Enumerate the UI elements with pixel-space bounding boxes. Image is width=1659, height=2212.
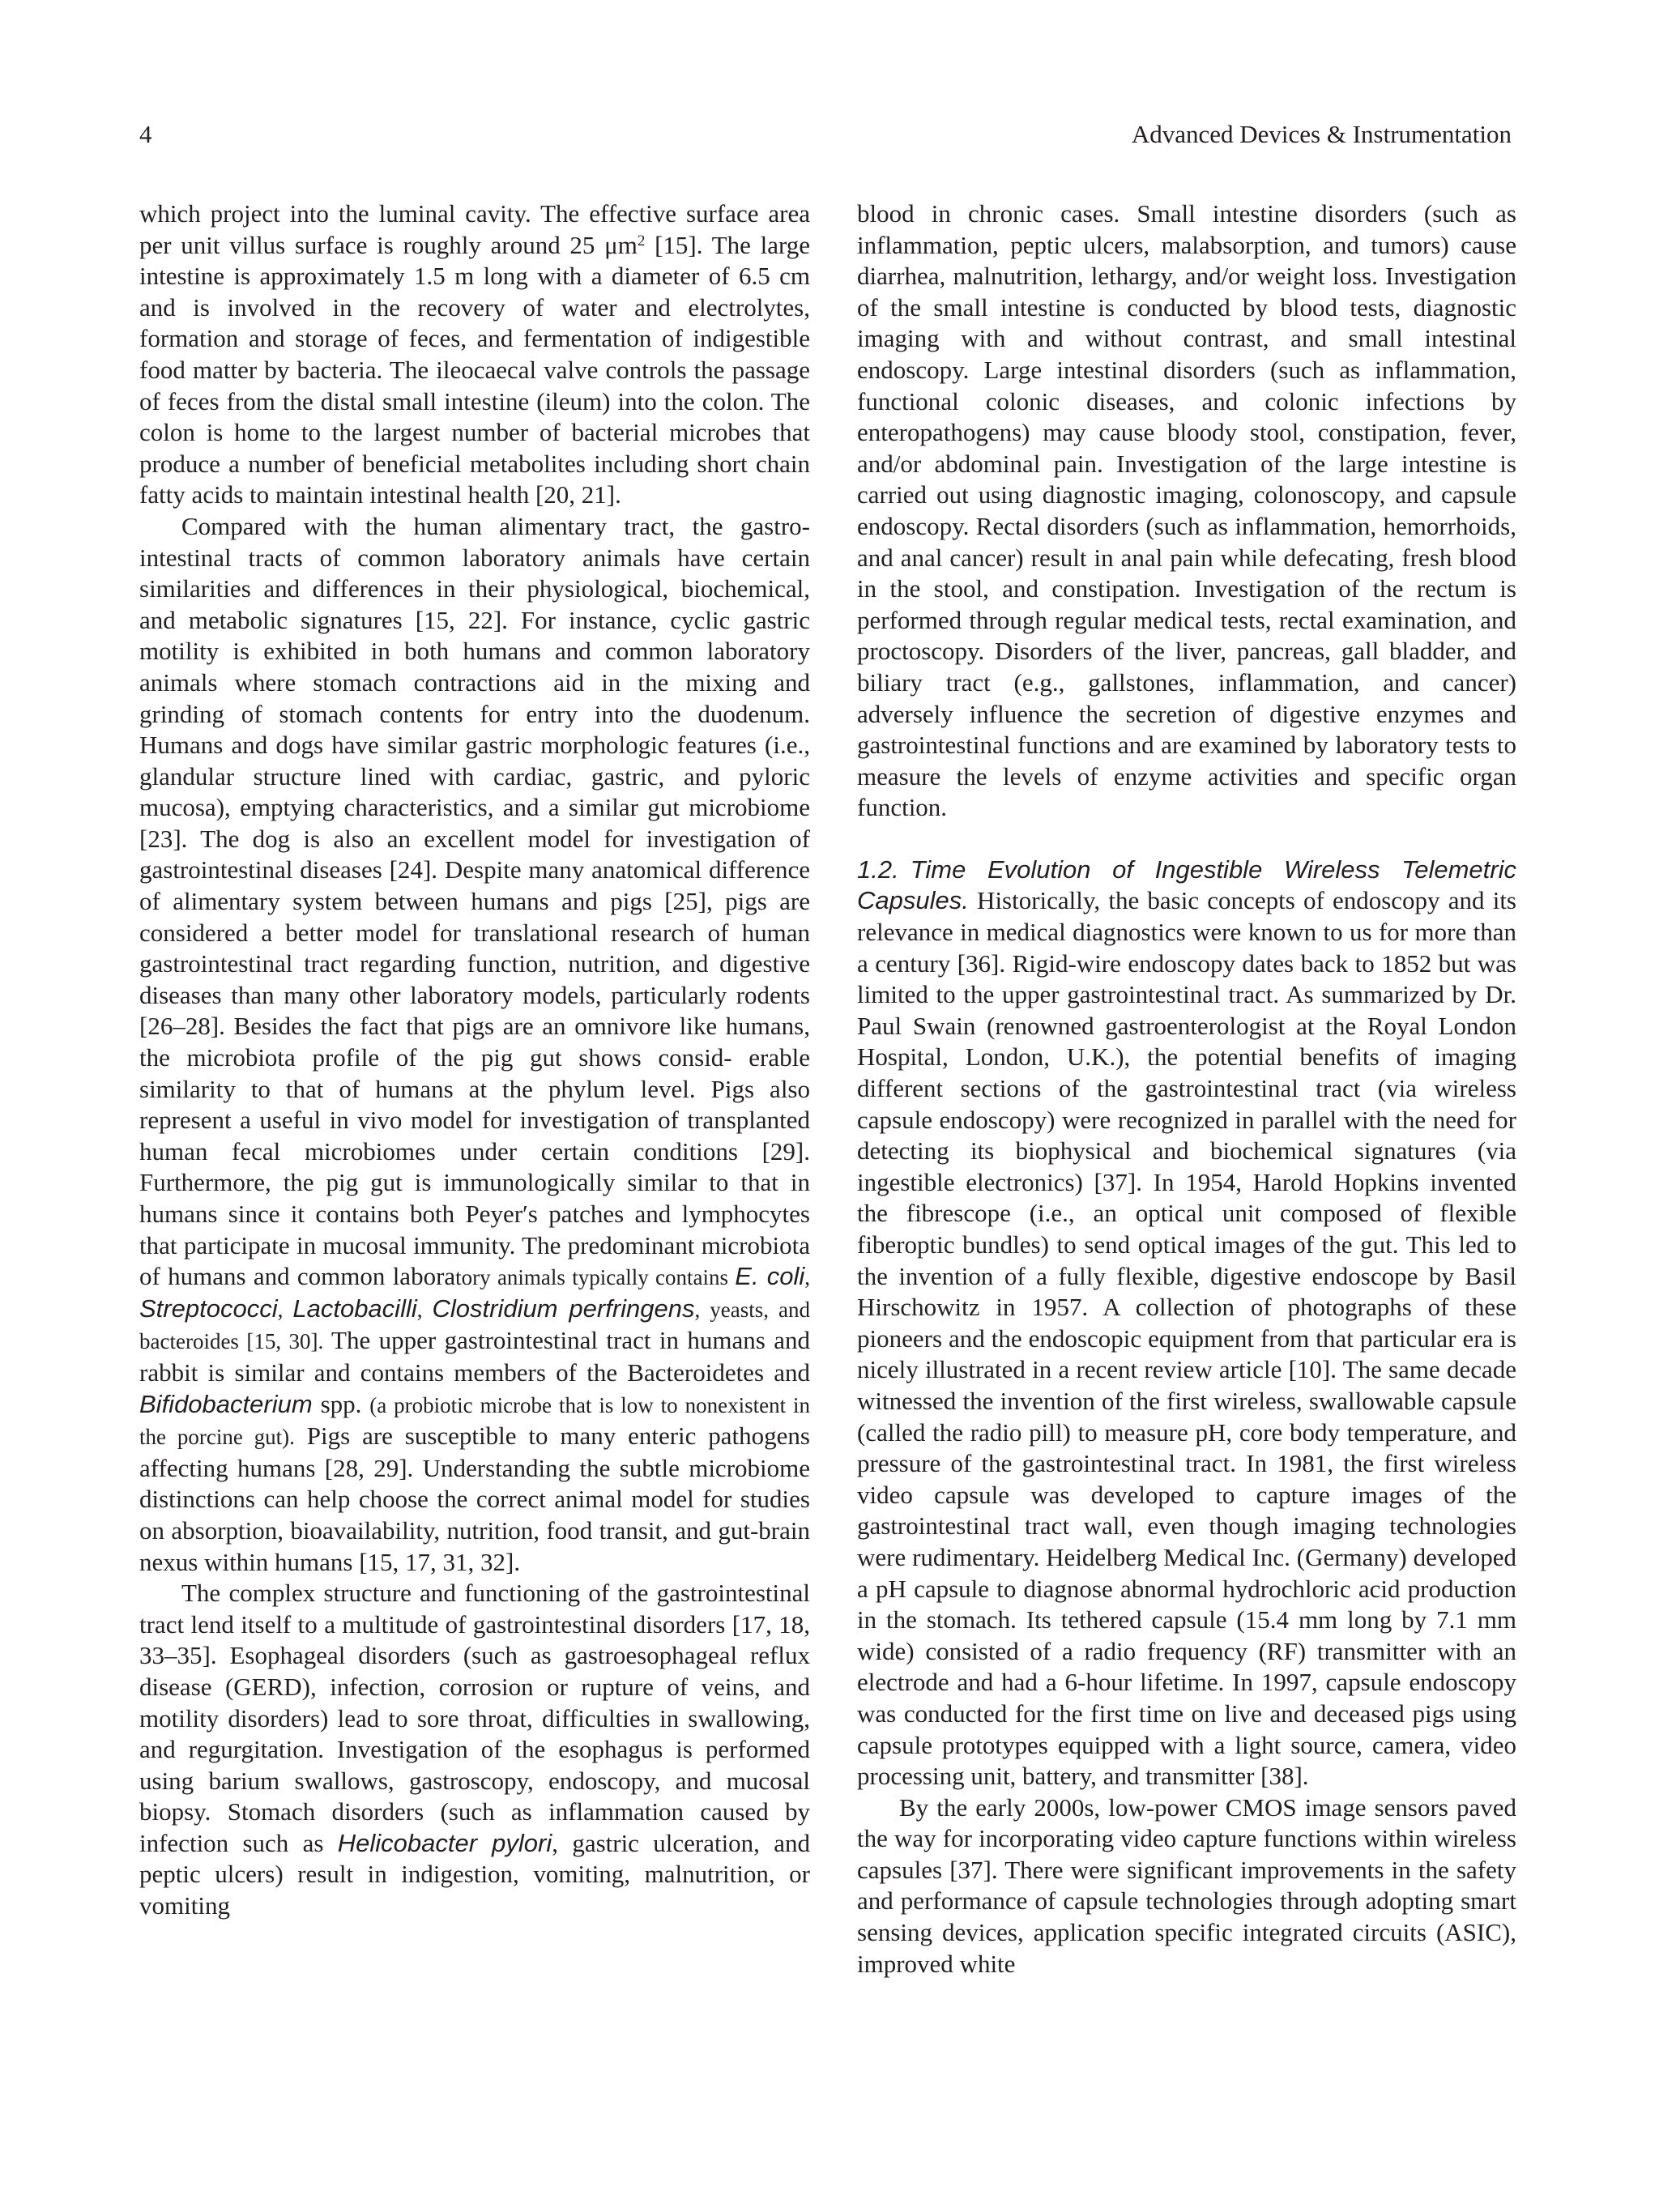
right-column: [857, 198, 1516, 1980]
paragraph-cmos-sensors: By the early 2000s, low-power CMOS image sensors paved the way for incorporating video capture functions within wireless capsules [37]. There were significant improvements in the safety and performance of capsule technologies through adopting smart sensing devices, application specific integrated circuits (ASIC), improved white: [857, 1792, 1516, 1978]
species-name: E. coli: [735, 1262, 805, 1291]
species-name: Streptococci: [139, 1294, 278, 1323]
paragraph-intestine-anatomy: which project into the luminal cavity. The effective surface area per unit villus surface is roughly around 25 $\mu m^2$ [15]. The large intestine is approximately 1.5 m long with a diameter of 6.5 cm and is involved in the recovery of water and electrolytes, formation and storage of feces, and fermentation of indigestible food matter by bacteria. The ileocaecal valve controls the passage of feces from the distal small intestine (ileum) into the colon. The colon is home to the largest number of bacterial microbes that produce a number of beneficial metabolites including short chain fatty acids to maintain intestinal health [20, 21].: [139, 199, 810, 509]
running-head: Advanced Devices & Instrumentation: [1131, 120, 1512, 148]
section-1-2: 1.2. Time Evolution of Ingestible Wireless Telemetric Capsules. Historically, the basic concepts of endoscopy and its relevance in medical diagnostics were known to us for more than a century [36]. Rigid-wire endoscopy dates back to 1852 but was limited to the upper gastrointestinal tract. As summarized by Dr. Paul Swain (renowned gastroenterologist at the Royal London Hospital, London, U.K.), the potential benefits of imaging different sections of the gastrointestinal tract (via wireless capsule endoscopy) were recognized in parallel with the need for detecting its biophysical and biochemical signatures (via ingestible electronics) [37]. In 1954, Harold Hopkins invented the fibrescope (i.e., an optical unit composed of flexible fiberoptic bundles) to send optical images of the gut. This led to the invention of a fully flexible, digestive endoscope by Basil Hirschowitz in 1957. A collection of photographs of these pioneers and the endoscopic equipment from that particular era is nicely illustrated in a recent review article [10]. The same decade witnessed the invention of the first wireless, swallowable capsule (called the radio pill) to measure pH, core body temperature, and pressure of the gastrointestinal tract. In 1981, the first wireless video capsule was developed to capture images of the gastrointestinal tract wall, even though imaging technologies were rudimentary. Heidelberg Medical Inc. (Germany) developed a pH capsule to diagnose abnormal hydrochloric acid production in the stomach. Its tethered capsule (15.4 mm long by 7.1 mm wide) consisted of a radio frequency (RF) transmitter with an electrode and had a 6-hour lifetime. In 1997, capsule endoscopy was conducted for the first time on live and deceased pigs using capsule prototypes equipped with a light source, camera, video processing unit, battery, and transmitter [38].: [857, 855, 1516, 1791]
superscript: 2: [637, 232, 646, 249]
page-number: 4: [139, 120, 152, 148]
section-title: Time Evolution of Ingestible Wireless Telemetric Capsules.: [857, 855, 1516, 915]
species-name: Helicobacter pylori: [337, 1828, 552, 1857]
paragraph-gi-disorders: The complex structure and functioning of the gastrointestinal tract lend itself to a multitude of gastrointestinal disorders [17, 18, 33–35]. Esophageal disorders (such as gastroesophageal reflux disease (GERD), infection, corrosion or rupture of veins, and motility disorders) lead to sore throat, difficulties in swallowing, and regurgitation. Investigation of the esophagus is performed using barium swallows, gastroscopy, endoscopy, and mucosal biopsy. Stomach disorders (such as inflammation caused by infection such as Helicobacter pylori, gastric ulceration, and peptic ulcers) result in indigestion, vomiting, malnutrition, or vomiting: [139, 1579, 810, 1920]
left-column: [139, 198, 810, 1922]
species-name: Lactobacilli: [292, 1294, 417, 1323]
paragraph-disorder-investigation: blood in chronic cases. Small intestine disorders (such as inflammation, peptic ulcers, malabsorption, and tumors) cause diarrhea, malnutrition, lethargy, and/or weight loss. Investigation of the small intestine is conducted by blood tests, diagnostic imaging with and without contrast, and small intestinal endoscopy. Large intestinal disorders (such as inflammation, functional colonic diseases, and colonic infections by enteropathogens) may cause bloody stool, constipation, fever, and/or abdominal pain. Investigation of the large intestine is carried out using diagnostic imaging, colonoscopy, and capsule endoscopy. Rectal disorders (such as inflammation, hemorrhoids, and anal cancer) result in anal pain while defecating, fresh blood in the stool, and constipation. Investigation of the rectum is performed through regular medical tests, rectal examination, and proctoscopy. Disorders of the liver, pancreas, gall bladder, and biliary tract (e.g., gallstones, inflammation, and cancer) adversely influence the secretion of digestive enzymes and gastrointestinal functions and are examined by laboratory tests to measure the levels of enzyme activities and specific organ function.: [857, 199, 1516, 822]
paragraph-animal-models: Compared with the human alimentary tract, the gastrointestinal tracts of common laboratory animals have certain similarities and differences in their physiological, biochemical, and metabolic signatures [15, 22]. For instance, cyclic gastric motility is exhibited in both humans and common laboratory animals where stomach contractions aid in the mixing and grinding of stomach contents for entry into the duodenum. Humans and dogs have similar gastric morphologic features (i.e., glandular structure lined with cardiac, gastric, and pyloric mucosa), emptying characteristics, and a similar gut microbiome [23]. The dog is also an excellent model for investigation of gastrointestinal diseases [24]. Despite many anatomical difference of alimentary system between humans and pigs [25], pigs are considered a better model for translational research of human gastrointestinal tract regarding function, nutrition, and digestive diseases than many other laboratory models, particularly rodents [26–28]. Besides the fact that pigs are an omnivore like humans, the microbiota profile of the pig gut shows consid- erable similarity to that of humans at the phylum level. Pigs also represent a useful in vivo model for investigation of transplanted human fecal microbiomes under certain conditions [29]. Furthermore, the pig gut is immunologically similar to that in humans since it contains both Peyer′s patches and lymphocytes that participate in mucosal immunity. The predominant microbiota of humans and common laboratory animals typically contains E. coli, Streptococci, Lactobacilli, Clostridium perfringens, yeasts, and bacteroides [15, 30]. The upper gastrointestinal tract in humans and rabbit is similar and contains members of the Bacteroidetes and Bifidobacterium spp. (a probiotic microbe that is low to nonexistent in the porcine gut). Pigs are susceptible to many enteric pathogens affecting humans [28, 29]. Understanding the subtle microbiome distinctions can help choose the correct animal model for studies on absorption, bioavailability, nutrition, food transit, and gut-brain nexus within humans [15, 17, 31, 32].: [139, 511, 811, 1576]
species-name: Bifidobacterium: [139, 1389, 313, 1418]
species-name: Clostridium perfringens: [432, 1294, 695, 1323]
section-number: 1.2.: [857, 855, 899, 884]
